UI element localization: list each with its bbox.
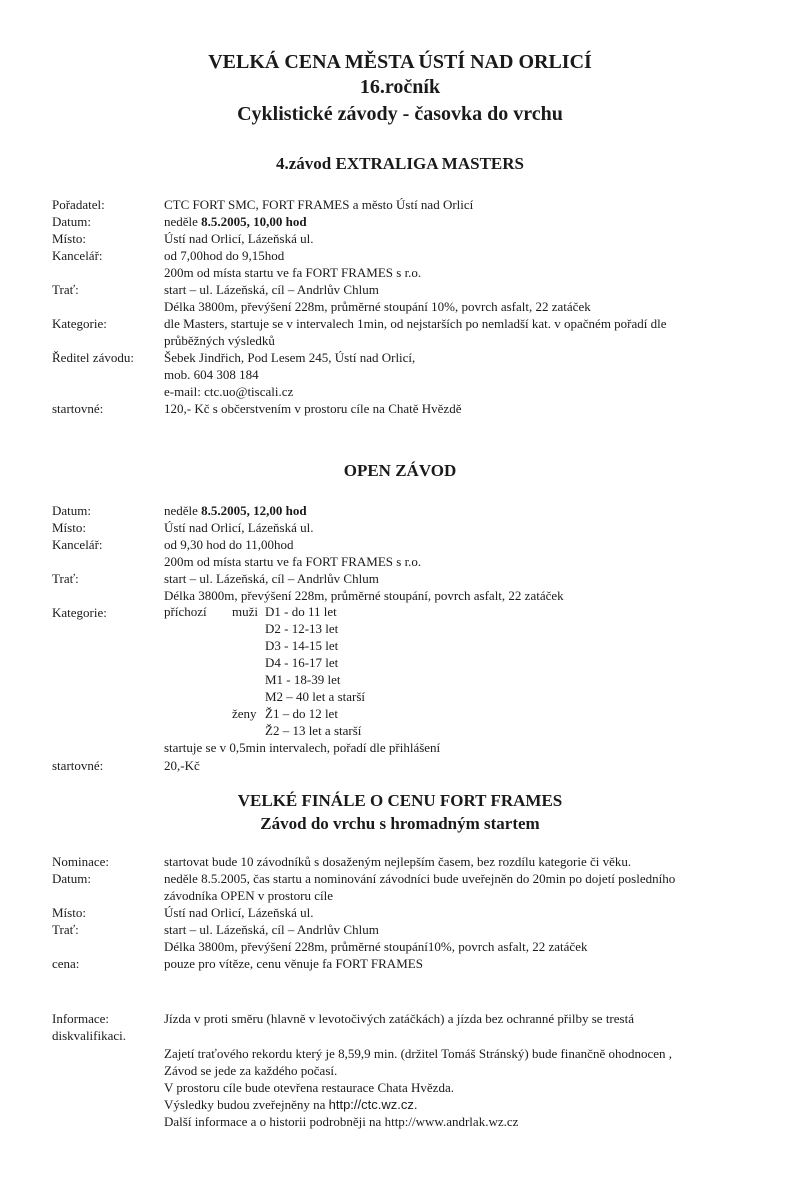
label: startovné: <box>52 758 104 773</box>
category-d3: D3 - 14-15 let <box>265 638 339 653</box>
category-z1: Ž1 – do 12 let <box>265 706 338 721</box>
zeny-label: ženy <box>232 706 257 721</box>
label: Kancelář: <box>52 537 103 552</box>
label: Kategorie: <box>52 605 107 620</box>
prichozi-label: příchozí <box>164 604 207 619</box>
category-z2: Ž2 – 13 let a starší <box>265 723 362 738</box>
kategorie-line-2: průběžných výsledků <box>164 333 275 348</box>
subtitle: Cyklistické závody - časovka do vrchu <box>237 103 563 125</box>
label: Místo: <box>52 520 86 535</box>
datum-date: 8.5.2005, 12,00 hod <box>201 503 307 518</box>
trat-line-2: Délka 3800m, převýšení 228m, průměrné stoupání10%, povrch asfalt, 22 zatáček <box>164 939 588 954</box>
reditel-line-2: mob. 604 308 184 <box>164 367 259 382</box>
value <box>164 349 774 400</box>
results-link[interactable]: http://ctc.wz.cz. <box>328 1097 418 1112</box>
category-d1: D1 - do 11 let <box>265 604 337 619</box>
value <box>164 536 774 570</box>
label: Datum: <box>52 214 91 229</box>
value <box>164 570 774 604</box>
value <box>164 921 774 955</box>
kancelar-line-1: od 7,00hod do 9,15hod <box>164 248 285 263</box>
value: startovat bude 10 závodníků s dosaženým nejlepším časem, bez rozdílu kategorie či věku. <box>164 854 632 869</box>
finale-heading: VELKÉ FINÁLE O CENU FORT FRAMES <box>237 791 563 810</box>
info-label: Informace: <box>52 1011 110 1026</box>
label: Pořadatel: <box>52 197 105 212</box>
label: Trať: <box>52 282 79 297</box>
category-d4: D4 - 16-17 let <box>265 655 339 670</box>
datum-date: 8.5.2005, 10,00 hod <box>201 214 307 229</box>
value: Ústí nad Orlicí, Lázeňská ul. <box>164 905 314 920</box>
label: Místo: <box>52 905 86 920</box>
datum-line-1: neděle 8.5.2005, čas startu a nominování závodníci bude uveřejněn do 20min po dojetí posledního <box>164 871 676 886</box>
value: 120,- Kč s občerstvením v prostoru cíle na Chatě Hvězdě <box>164 401 462 416</box>
label: Datum: <box>52 871 91 886</box>
value <box>164 1045 774 1130</box>
kancelar-line-1: od 9,30 hod do 11,00hod <box>164 537 294 552</box>
label: Nominace: <box>52 854 110 869</box>
trat-line-1: start – ul. Lázeňská, cíl – Andrlův Chlum <box>164 922 379 937</box>
masters-heading: 4.závod EXTRALIGA MASTERS <box>276 154 524 173</box>
trat-line-1: start – ul. Lázeňská, cíl – Andrlův Chlum <box>164 571 379 586</box>
label: Trať: <box>52 922 79 937</box>
category-m2: M2 – 40 let a starší <box>265 689 366 704</box>
label: cena: <box>52 956 80 971</box>
value: Ústí nad Orlicí, Lázeňská ul. <box>164 520 314 535</box>
label: Datum: <box>52 503 91 518</box>
value: Jízda v proti směru (hlavně v levotočivých zatáčkách) a jízda bez ochranné přilby se trestá <box>164 1011 634 1026</box>
value: pouze pro vítěze, cenu věnuje fa FORT FRAMES <box>164 956 423 971</box>
weather-note: Závod se jede za každého počasí. <box>164 1063 338 1078</box>
value: 20,-Kč <box>164 758 200 773</box>
label: startovné: <box>52 401 104 416</box>
reditel-email: e-mail: ctc.uo@tiscali.cz <box>164 384 294 399</box>
value <box>164 247 774 281</box>
kancelar-line-2: 200m od místa startu ve fa FORT FRAMES s r.o. <box>164 265 422 280</box>
kategorie-line-1: dle Masters, startuje se v intervalech 1min, od nejstarších po nemladší kat. v opačném pořadí dle <box>164 316 667 331</box>
category-d2: D2 - 12-13 let <box>265 621 339 636</box>
muzi-label: muži <box>232 604 258 619</box>
label: Místo: <box>52 231 86 246</box>
interval-note: startuje se v 0,5min intervalech, pořadí dle přihlášení <box>164 740 441 755</box>
main-title: VELKÁ CENA MĚSTA ÚSTÍ NAD ORLICÍ <box>208 51 592 73</box>
value: CTC FORT SMC, FORT FRAMES a město Ústí nad Orlicí <box>164 197 474 212</box>
trat-line-2: Délka 3800m, převýšení 228m, průměrné stoupání 10%, povrch asfalt, 22 zatáček <box>164 299 591 314</box>
disq-label: diskvalifikaci. <box>52 1028 127 1043</box>
label: Kategorie: <box>52 316 107 331</box>
kancelar-line-2: 200m od místa startu ve fa FORT FRAMES s r.o. <box>164 554 422 569</box>
trat-line-1: start – ul. Lázeňská, cíl – Andrlův Chlum <box>164 282 379 297</box>
value: Ústí nad Orlicí, Lázeňská ul. <box>164 231 314 246</box>
value <box>164 502 774 519</box>
label: Ředitel závodu: <box>52 350 134 365</box>
edition: 16.ročník <box>359 76 441 98</box>
label: Trať: <box>52 571 79 586</box>
value <box>164 281 774 315</box>
value <box>164 213 774 230</box>
trat-line-2: Délka 3800m, převýšení 228m, průměrné stoupání, povrch asfalt, 22 zatáček <box>164 588 564 603</box>
value <box>164 315 774 349</box>
record-note: Zajetí traťového rekordu který je 8,59,9 min. (držitel Tomáš Stránský) bude finančně ohodnocen , <box>164 1046 673 1061</box>
history-note: Další informace a o historii podrobněji na http://www.andrlak.wz.cz <box>164 1114 519 1129</box>
datum-prefix: neděle <box>164 214 202 229</box>
reditel-line-1: Šebek Jindřich, Pod Lesem 245, Ústí nad Orlicí, <box>164 350 416 365</box>
value <box>164 870 774 904</box>
finale-subheading: Závod do vrchu s hromadným startem <box>260 814 540 833</box>
results-note <box>164 1096 774 1113</box>
restaurant-note: V prostoru cíle bude otevřena restaurace Chata Hvězda. <box>164 1080 454 1095</box>
open-heading: OPEN ZÁVOD <box>343 461 457 480</box>
label <box>52 1010 164 1044</box>
results-prefix: Výsledky budou zveřejněny na <box>164 1097 329 1112</box>
label: Kancelář: <box>52 248 103 263</box>
category-m1: M1 - 18-39 let <box>265 672 341 687</box>
datum-prefix: neděle <box>164 503 202 518</box>
datum-line-2: závodníka OPEN v prostoru cíle <box>164 888 333 903</box>
